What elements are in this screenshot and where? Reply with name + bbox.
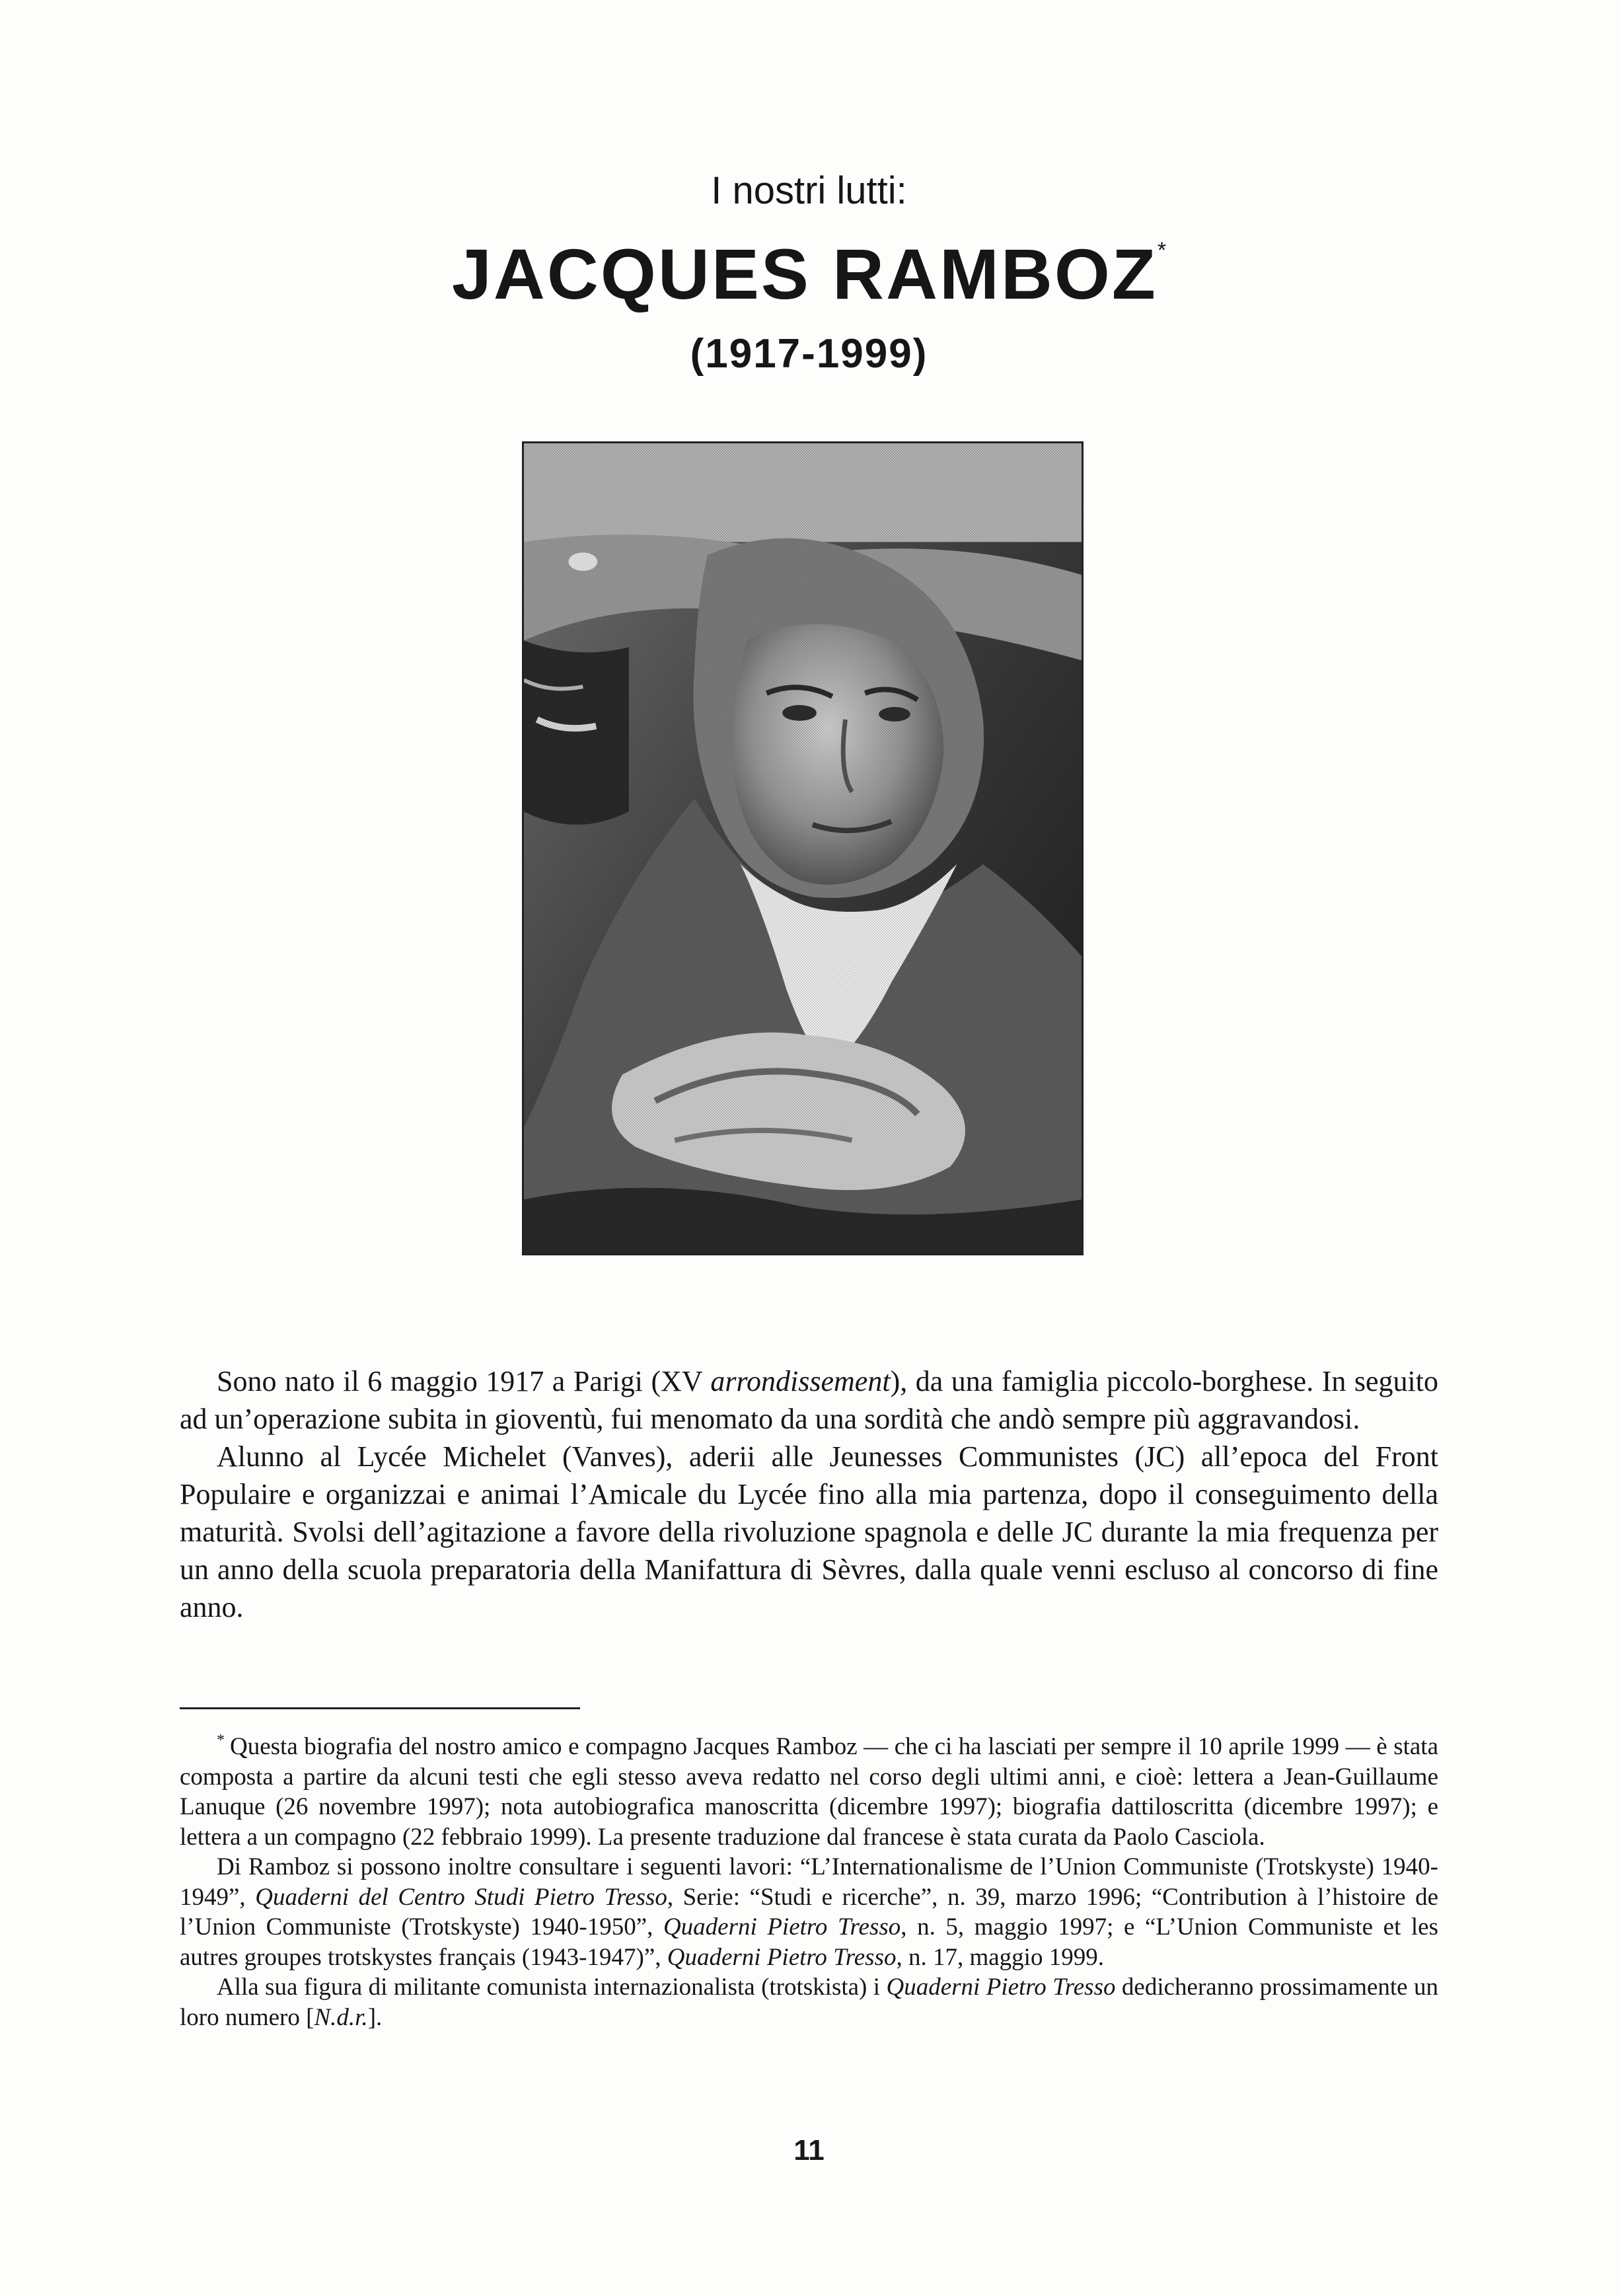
life-years: (1917-1999) [690,331,928,377]
title-footnote-mark: * [1157,238,1167,263]
paragraph [180,1362,1438,1438]
italic-title: Quaderni Pietro Tresso [663,1913,901,1941]
title-name: JACQUES RAMBOZ [451,234,1158,314]
italic-abbreviation: N.d.r. [314,2003,368,2031]
footnote-mark: * [217,1732,225,1749]
footnote-separator [180,1707,580,1709]
italic-term: arrondissement [710,1365,891,1397]
text-run: , n. 5, maggio 1997; e “L’Union Communiste et les autres groupes trotskystes français (1943-1947)”, [180,1913,1438,1971]
footnotes [180,1726,1438,2032]
italic-title: Quaderni Pietro Tresso [886,1974,1116,2001]
portrait-illustration [524,443,1082,1253]
text-run: , n. 17, maggio 1999. [896,1943,1104,1971]
section-kicker: I nostri lutti: [711,169,907,212]
text-run: dedicheranno prossimamente un loro numero [ [180,1974,1439,2031]
text-run: Di Ramboz si possono inoltre consultare i seguenti lavori: “L’Internationalisme de l’Union Communiste (Trotskyste) 1940-1949”, [180,1853,1438,1911]
text-run: ), da una famiglia piccolo-borghese. In seguito ad un’operazione subita in gioventù, fui menomato da una sordità che andò sempre più aggravandosi. [180,1365,1438,1435]
biography-text [180,1362,1438,1626]
italic-title: Quaderni del Centro Studi Pietro Tresso [255,1883,667,1911]
footnote-paragraph [180,1726,1438,1852]
article-title [0,233,1618,315]
paragraph: Alunno al Lycée Michelet (Vanves), aderii alle Jeunesses Communistes (JC) all’epoca del Front Populaire e organizzai e animai l’Amicale du Lycée fino alla mia partenza, dopo il conseguimento della maturità. Svolsi dell’agitazione a favore della rivoluzione spagnola e delle JC durante la mia frequenza per un anno della scuola preparatoria della Manifattura di Sèvres, dalla quale venni escluso al concorso di fine anno. [180,1440,1438,1623]
footnote-paragraph [180,1972,1438,2032]
text-run: Questa biografia del nostro amico e compagno Jacques Ramboz — che ci ha lasciati per sempre il 10 aprile 1999 — è stata composta a partire da alcuni testi che egli stesso aveva redatto nel corso degli ultimi anni, e cioè: lettera a Jean-Guillaume Lanuque (26 novembre 1997); nota autobiografica manoscritta (dicembre 1997); biografia dattiloscritta (dicembre 1997); e lettera a un compagno (22 febbraio 1999). La presente traduzione dal francese è stata curata da Paolo Casciola. [180,1733,1438,1851]
footnote-paragraph [180,1852,1438,1972]
text-run: Alla sua figura di militante comunista internazionalista (trotskista) i [217,1974,887,2001]
portrait-photo [522,441,1084,1255]
text-run: Sono nato il 6 maggio 1917 a Parigi (XV [217,1365,711,1397]
text-run: ]. [367,2003,383,2031]
page-number: 11 [793,2134,825,2166]
text-run: , Serie: “Studi e ricerche”, n. 39, marzo 1996; “Contribution à l’histoire de l’Union Communiste (Trotskyste) 1940-1950”, [180,1883,1438,1941]
italic-title: Quaderni Pietro Tresso [667,1943,897,1971]
